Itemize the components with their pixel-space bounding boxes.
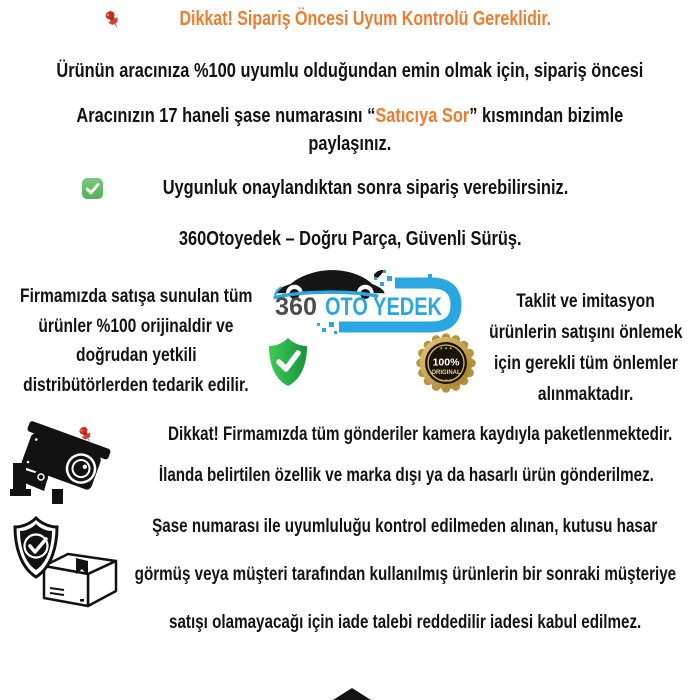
- camera-line-2: İlanda belirtilen özellik ve marka dışı ya da hasarlı ürün gönderilmez.: [158, 465, 654, 486]
- original-products-text: [0, 282, 272, 400]
- approval-row: [0, 176, 700, 200]
- policy-line-2: görmüş veya müşteri tarafından kullanılmış ürünlerin bir sonraki müşteriye: [134, 564, 676, 585]
- policy-line-3: satışı olamayacağı için iade talebi reddedilir iadesi kabul edilmez.: [168, 612, 642, 633]
- right-line-1: Taklit ve imitasyon: [516, 290, 656, 312]
- cutoff-icon-tip: [333, 688, 371, 700]
- page-title: Dikkat! Sipariş Öncesi Uyum Kontrolü Gereklidir.: [179, 8, 551, 30]
- logo-name: OTO YEDEK: [325, 293, 442, 321]
- anti-counterfeit-text: [472, 286, 700, 410]
- pushpin-icon: [77, 425, 97, 445]
- intro-line-3: paylaşınız.: [308, 132, 392, 155]
- policy-line-1: Şase numarası ile uyumluluğu kontrol edilmeden alınan, kutusu hasar: [152, 516, 658, 537]
- pushpin-icon: [103, 9, 125, 31]
- intro-line-3-row: [0, 132, 700, 156]
- intro-line-1-row: [0, 59, 700, 83]
- approval-text: Uygunluk onaylandıktan sonra sipariş verebilirsiniz.: [162, 176, 569, 199]
- intro-line-1: Ürünün aracınıza %100 uyumlu olduğundan emin olmak için, sipariş öncesi: [56, 59, 644, 82]
- right-line-3: için gerekli tüm önlemler: [494, 352, 678, 374]
- intro-line-2-prefix: Aracınızın 17 haneli şase numarasını “: [76, 104, 376, 127]
- intro-line-2-row: [0, 104, 700, 128]
- badge-stars-bottom: ★ ★ ★: [439, 377, 453, 383]
- ask-seller-highlight: Satıcıya Sor: [375, 104, 470, 127]
- camera-line-1: Dikkat! Firmamızda tüm gönderiler kamera kaydıyla paketlenmektedir.: [167, 424, 673, 445]
- left-line-3: doğrudan yetkili: [75, 344, 197, 366]
- shield-box-icon: [2, 514, 126, 626]
- left-line-2: ürünler %100 orijinaldir ve: [38, 314, 234, 337]
- left-line-1: Firmamızda satışa sunulan tüm: [19, 285, 253, 307]
- green-shield-check-icon: [267, 336, 309, 388]
- badge-percent: 100%: [432, 356, 460, 369]
- badge-stars-top: ★ ★ ★: [439, 345, 453, 351]
- camera-notice-block: [112, 424, 700, 487]
- right-line-2: ürünlerin satışını önlemek: [489, 321, 683, 343]
- logo-number: 360: [275, 293, 317, 321]
- camera-line-2-row: [112, 465, 700, 487]
- cctv-camera-icon: [10, 417, 118, 527]
- header-row: [0, 8, 700, 31]
- badge-label: ORIGINAL: [431, 370, 461, 376]
- camera-line-1-row: [112, 424, 700, 446]
- intro-line-2: [77, 104, 624, 128]
- slogan-row: [0, 227, 700, 251]
- slogan-text: 360Otoyedek – Doğru Parça, Güvenli Sürüş.: [178, 227, 522, 250]
- intro-line-2-suffix: ” kısmından bizimle: [469, 104, 624, 127]
- return-policy-block: [110, 516, 700, 634]
- right-line-4: alınmaktadır.: [538, 383, 634, 405]
- green-checkbox-icon: [81, 177, 104, 200]
- gold-original-badge: [416, 333, 476, 393]
- left-line-4: distribütörlerden tedarik edilir.: [23, 373, 249, 396]
